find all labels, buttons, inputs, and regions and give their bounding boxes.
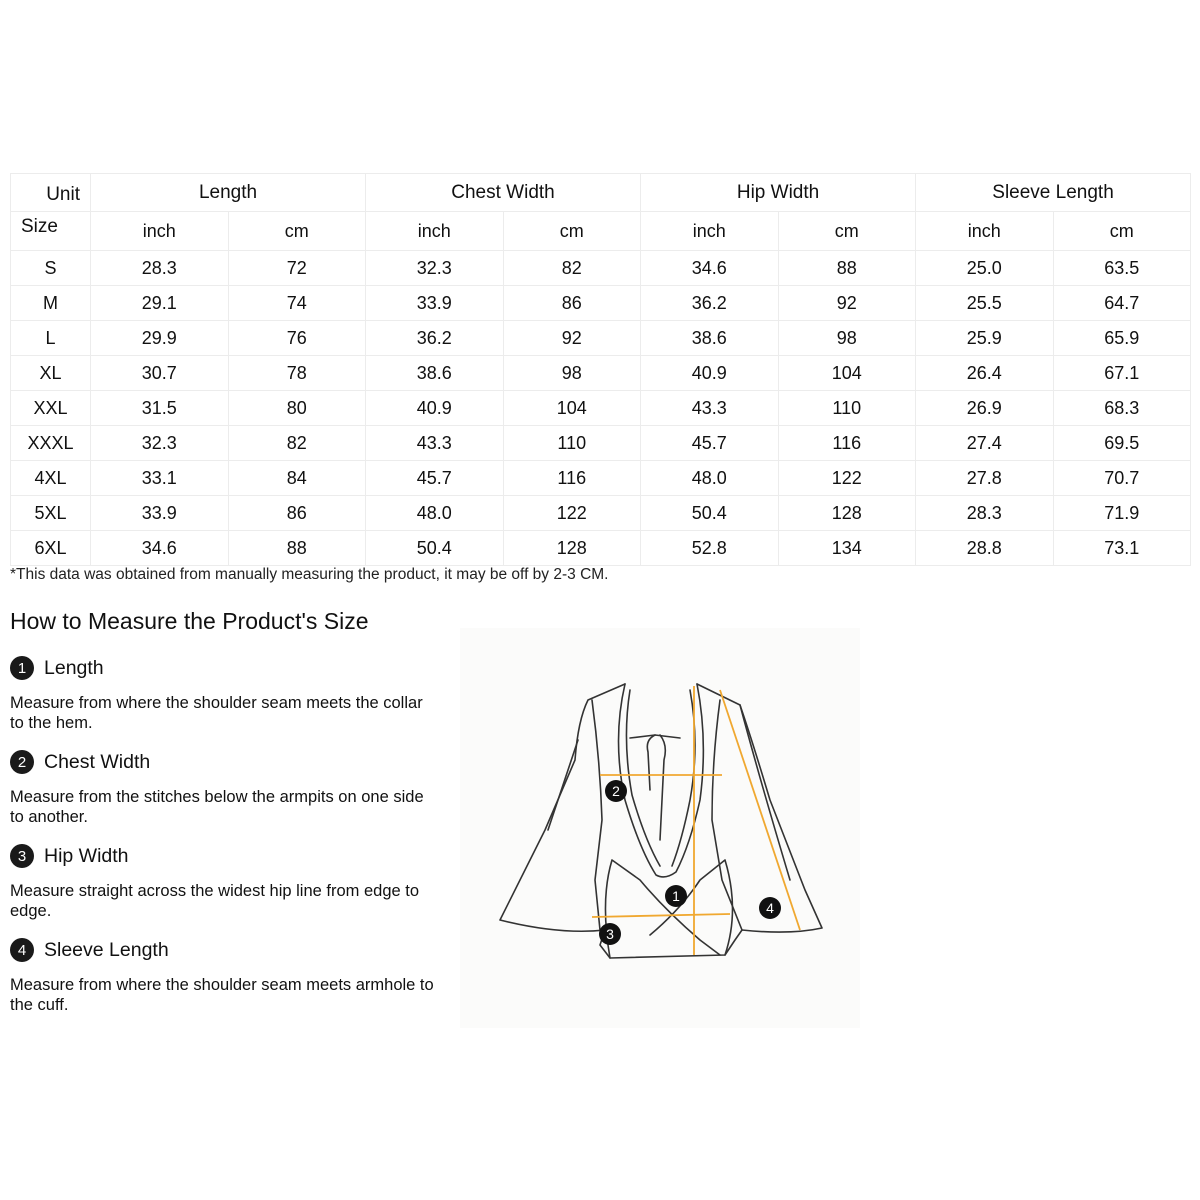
value-cell: 134	[778, 531, 916, 566]
step-3-title: Hip Width	[44, 844, 129, 867]
size-label-cell	[11, 212, 91, 251]
table-row	[11, 391, 1191, 426]
group-header-chest-width: Chest Width	[366, 174, 641, 212]
value-cell: 98	[778, 321, 916, 356]
size-cell: L	[11, 321, 91, 356]
value-cell: 76	[228, 321, 366, 356]
value-cell: 122	[778, 461, 916, 496]
step-3-number-badge: 3	[10, 844, 34, 868]
value-cell: 98	[503, 356, 641, 391]
value-cell: 65.9	[1053, 321, 1191, 356]
value-cell: 36.2	[641, 286, 779, 321]
size-chart-table	[10, 173, 1191, 566]
step-4-number-badge: 4	[10, 938, 34, 962]
value-cell: 110	[778, 391, 916, 426]
value-cell: 116	[778, 426, 916, 461]
value-cell: 50.4	[641, 496, 779, 531]
value-cell: 32.3	[366, 251, 504, 286]
unit-header: cm	[1053, 212, 1191, 251]
value-cell: 104	[503, 391, 641, 426]
value-cell: 45.7	[641, 426, 779, 461]
value-cell: 25.9	[916, 321, 1054, 356]
size-cell: S	[11, 251, 91, 286]
value-cell: 70.7	[1053, 461, 1191, 496]
value-cell: 72	[228, 251, 366, 286]
value-cell: 92	[503, 321, 641, 356]
step-4-description: Measure from where the shoulder seam meets armhole to the cuff.	[10, 976, 434, 1014]
value-cell: 45.7	[366, 461, 504, 496]
step-2-heading	[10, 750, 150, 774]
garment-measurement-diagram	[460, 628, 860, 1028]
value-cell: 110	[503, 426, 641, 461]
size-cell: M	[11, 286, 91, 321]
table-row	[11, 356, 1191, 391]
step-2-title: Chest Width	[44, 750, 151, 773]
value-cell: 67.1	[1053, 356, 1191, 391]
size-cell: 4XL	[11, 461, 91, 496]
value-cell: 104	[778, 356, 916, 391]
value-cell: 82	[503, 251, 641, 286]
step-4-title: Sleeve Length	[44, 938, 169, 961]
value-cell: 28.3	[91, 251, 229, 286]
marker-4-label: 4	[766, 900, 774, 916]
marker-3	[599, 923, 621, 945]
value-cell: 52.8	[641, 531, 779, 566]
marker-2	[605, 780, 627, 802]
value-cell: 40.9	[366, 391, 504, 426]
step-3-description: Measure straight across the widest hip line from edge to edge.	[10, 882, 420, 920]
value-cell: 43.3	[366, 426, 504, 461]
value-cell: 88	[228, 531, 366, 566]
table-row	[11, 426, 1191, 461]
howto-title: How to Measure the Product's Size	[10, 608, 369, 634]
table-row	[11, 251, 1191, 286]
step-1-heading	[10, 656, 104, 680]
step-1-description: Measure from where the shoulder seam meets the collar to the hem.	[10, 694, 423, 732]
value-cell: 29.1	[91, 286, 229, 321]
value-cell: 84	[228, 461, 366, 496]
unit-header: inch	[641, 212, 779, 251]
size-cell: 6XL	[11, 531, 91, 566]
value-cell: 128	[778, 496, 916, 531]
value-cell: 64.7	[1053, 286, 1191, 321]
value-cell: 48.0	[366, 496, 504, 531]
table-body	[11, 251, 1191, 566]
header-row-units	[11, 212, 1191, 251]
step-3-heading	[10, 844, 129, 868]
step-1-number-badge: 1	[10, 656, 34, 680]
value-cell: 26.9	[916, 391, 1054, 426]
size-cell: 5XL	[11, 496, 91, 531]
value-cell: 27.8	[916, 461, 1054, 496]
value-cell: 38.6	[366, 356, 504, 391]
unit-label: Unit	[46, 183, 80, 205]
step-2-number-badge: 2	[10, 750, 34, 774]
value-cell: 74	[228, 286, 366, 321]
group-header-length: Length	[91, 174, 366, 212]
value-cell: 43.3	[641, 391, 779, 426]
value-cell: 25.0	[916, 251, 1054, 286]
value-cell: 116	[503, 461, 641, 496]
table-row	[11, 461, 1191, 496]
table-row	[11, 531, 1191, 566]
value-cell: 25.5	[916, 286, 1054, 321]
value-cell: 88	[778, 251, 916, 286]
value-cell: 71.9	[1053, 496, 1191, 531]
marker-2-label: 2	[612, 783, 620, 799]
value-cell: 69.5	[1053, 426, 1191, 461]
unit-header: cm	[778, 212, 916, 251]
value-cell: 36.2	[366, 321, 504, 356]
size-cell: XXXL	[11, 426, 91, 461]
marker-4	[759, 897, 781, 919]
value-cell: 31.5	[91, 391, 229, 426]
value-cell: 78	[228, 356, 366, 391]
unit-header: inch	[91, 212, 229, 251]
table-row	[11, 286, 1191, 321]
value-cell: 33.9	[91, 496, 229, 531]
value-cell: 92	[778, 286, 916, 321]
value-cell: 26.4	[916, 356, 1054, 391]
size-label: Size	[21, 216, 58, 237]
unit-header: cm	[503, 212, 641, 251]
marker-3-label: 3	[606, 926, 614, 942]
value-cell: 122	[503, 496, 641, 531]
value-cell: 33.9	[366, 286, 504, 321]
value-cell: 73.1	[1053, 531, 1191, 566]
step-4-heading	[10, 938, 169, 962]
value-cell: 63.5	[1053, 251, 1191, 286]
value-cell: 28.8	[916, 531, 1054, 566]
value-cell: 86	[503, 286, 641, 321]
table-row	[11, 496, 1191, 531]
size-cell: XXL	[11, 391, 91, 426]
value-cell: 86	[228, 496, 366, 531]
header-row-groups	[11, 174, 1191, 212]
size-cell: XL	[11, 356, 91, 391]
value-cell: 38.6	[641, 321, 779, 356]
value-cell: 40.9	[641, 356, 779, 391]
value-cell: 29.9	[91, 321, 229, 356]
value-cell: 34.6	[641, 251, 779, 286]
value-cell: 80	[228, 391, 366, 426]
step-1-title: Length	[44, 656, 104, 679]
unit-label-cell	[11, 174, 91, 212]
value-cell: 82	[228, 426, 366, 461]
value-cell: 128	[503, 531, 641, 566]
value-cell: 30.7	[91, 356, 229, 391]
unit-header: cm	[228, 212, 366, 251]
marker-1-label: 1	[672, 888, 680, 904]
value-cell: 32.3	[91, 426, 229, 461]
group-header-hip-width: Hip Width	[641, 174, 916, 212]
table-row	[11, 321, 1191, 356]
unit-header: inch	[916, 212, 1054, 251]
value-cell: 48.0	[641, 461, 779, 496]
marker-1	[665, 885, 687, 907]
value-cell: 68.3	[1053, 391, 1191, 426]
unit-header: inch	[366, 212, 504, 251]
group-header-sleeve-length: Sleeve Length	[916, 174, 1191, 212]
step-2-description: Measure from the stitches below the armpits on one side to another.	[10, 788, 424, 826]
value-cell: 33.1	[91, 461, 229, 496]
value-cell: 34.6	[91, 531, 229, 566]
value-cell: 27.4	[916, 426, 1054, 461]
value-cell: 50.4	[366, 531, 504, 566]
measurement-note: *This data was obtained from manually measuring the product, it may be off by 2-3 CM.	[10, 566, 609, 583]
value-cell: 28.3	[916, 496, 1054, 531]
